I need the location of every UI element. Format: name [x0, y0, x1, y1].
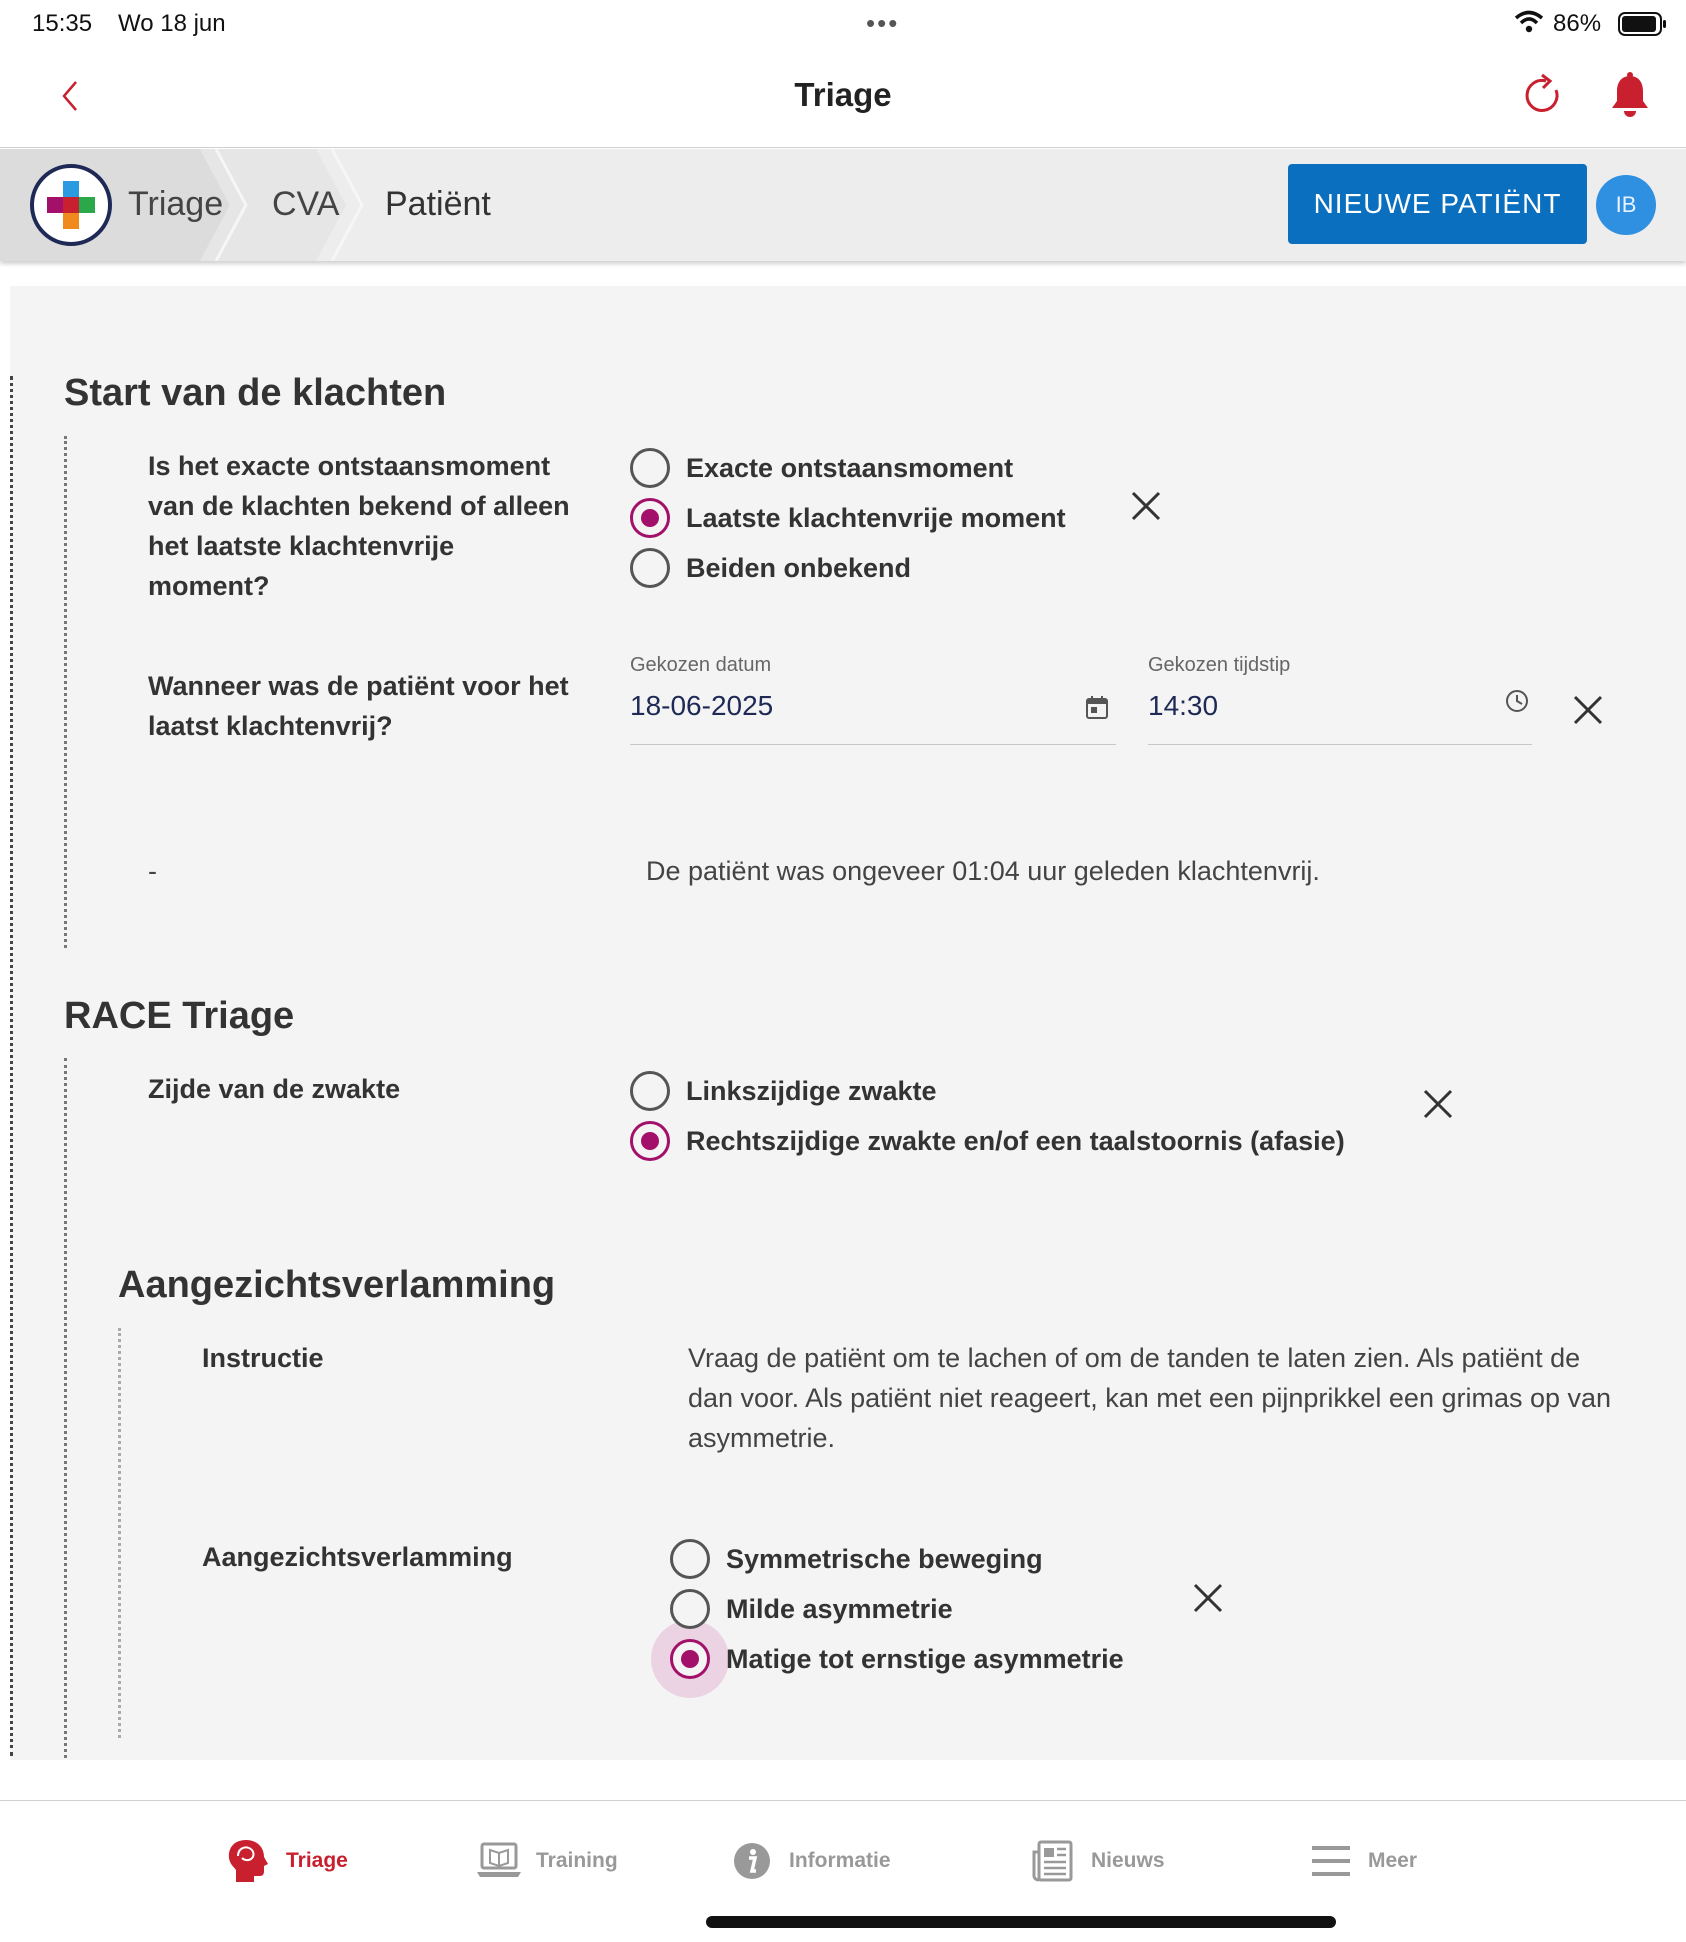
breadcrumb-item-patient: Patiënt [385, 185, 491, 223]
status-date: Wo 18 jun [118, 10, 226, 37]
clear-close-icon[interactable] [1568, 690, 1608, 730]
avatar[interactable]: IB [1596, 175, 1656, 235]
section-title-start: Start van de klachten [64, 372, 447, 414]
clear-close-icon[interactable] [1188, 1578, 1228, 1618]
radio-label[interactable]: Milde asymmetrie [726, 1593, 953, 1624]
breadcrumb-item-cva[interactable]: CVA [272, 185, 340, 223]
radio-option-right-weakness[interactable] [630, 1119, 1345, 1163]
tab-informatie[interactable] [727, 1831, 891, 1891]
question-last-free-time: Wanneer was de patiënt voor het laatst klachtenvrij? [148, 671, 569, 741]
question-weakness-side: Zijde van de zwakte [148, 1074, 401, 1104]
tab-triage[interactable] [224, 1831, 348, 1891]
subsection-title-face: Aangezichtsverlamming [118, 1264, 556, 1306]
instruction-text: Vraag de patiënt om te lachen of om de tanden te laten zien. Als patiënt de dan voor. Als patiënt niet reageert, kan met een pijnprikkel een grimas op van asymmetrie. [688, 1343, 1612, 1453]
tab-nieuws[interactable] [1029, 1831, 1165, 1891]
home-indicator[interactable] [706, 1916, 1336, 1928]
question-onset-known: Is het exacte ontstaansmoment van de klachten bekend of alleen het laatste klachtenvrije moment? [148, 451, 570, 601]
radio-button[interactable] [670, 1589, 710, 1629]
tab-label: Meer [1368, 1849, 1418, 1872]
clear-close-icon[interactable] [1126, 486, 1166, 526]
summary-text: De patiënt was ongeveer 01:04 uur geleden klachtenvrij. [646, 856, 1320, 886]
radio-button-selected[interactable] [670, 1639, 710, 1679]
tab-meer[interactable] [1306, 1831, 1417, 1891]
radio-option-unknown[interactable] [630, 546, 911, 590]
date-field-label: Gekozen datum [630, 654, 772, 676]
tab-label: Nieuws [1091, 1849, 1165, 1872]
bell-icon[interactable] [1604, 70, 1656, 122]
section-title-race: RACE Triage [64, 995, 295, 1037]
subsection-guide-line [118, 1328, 121, 1738]
instruction-label: Instructie [202, 1343, 324, 1373]
date-field-value[interactable]: 18-06-2025 [630, 690, 774, 721]
radio-button-selected[interactable] [630, 1121, 670, 1161]
section-guide-line [10, 376, 13, 1756]
app-logo[interactable] [30, 164, 112, 246]
laptop-book-icon [474, 1836, 524, 1886]
tab-label: Training [536, 1849, 618, 1872]
status-bar [0, 0, 1686, 46]
menu-icon [1306, 1836, 1356, 1886]
page-title: Triage [794, 76, 892, 113]
calendar-icon[interactable] [1082, 692, 1112, 722]
question-face-paralysis: Aangezichtsverlamming [202, 1542, 513, 1572]
section-guide-line [64, 436, 67, 948]
clear-close-icon[interactable] [1418, 1084, 1458, 1124]
wifi-icon [1514, 10, 1544, 34]
clock-icon[interactable] [1502, 686, 1532, 716]
head-icon [224, 1836, 274, 1886]
radio-option-severe[interactable] [670, 1637, 1124, 1681]
radio-button[interactable] [630, 448, 670, 488]
tab-training[interactable] [474, 1831, 618, 1891]
time-field-underline [1148, 744, 1532, 745]
breadcrumb [0, 149, 1686, 261]
radio-button[interactable] [630, 1071, 670, 1111]
radio-button[interactable] [670, 1539, 710, 1579]
radio-label[interactable]: Beiden onbekend [686, 552, 912, 583]
radio-option-mild[interactable] [670, 1587, 953, 1631]
battery-icon [1618, 12, 1668, 36]
time-field-label: Gekozen tijdstip [1148, 654, 1291, 676]
radio-label[interactable]: Linkszijdige zwakte [686, 1075, 937, 1106]
radio-button-selected[interactable] [630, 498, 670, 538]
radio-option-last-free[interactable] [630, 496, 1066, 540]
radio-option-left-weakness[interactable] [630, 1069, 937, 1113]
radio-option-symmetric[interactable] [670, 1537, 1043, 1581]
title-bar [0, 46, 1686, 148]
multitasking-dots-icon[interactable]: ••• [866, 8, 900, 38]
tab-label: Triage [286, 1849, 348, 1872]
radio-label[interactable]: Laatste klachtenvrije moment [686, 502, 1066, 533]
radio-label[interactable]: Exacte ontstaansmoment [686, 452, 1014, 483]
date-field-underline [630, 744, 1116, 745]
refresh-icon[interactable] [1516, 70, 1568, 122]
breadcrumb-item-triage[interactable]: Triage [128, 185, 224, 223]
cross-logo-icon [34, 168, 108, 242]
info-icon [727, 1836, 777, 1886]
radio-label[interactable]: Matige tot ernstige asymmetrie [726, 1643, 1124, 1674]
tab-label: Informatie [789, 1849, 891, 1872]
status-time: 15:35 [32, 10, 93, 37]
battery-percent: 86% [1553, 10, 1602, 37]
time-field-value[interactable]: 14:30 [1148, 690, 1219, 721]
radio-option-exact[interactable] [630, 446, 1013, 490]
new-patient-button[interactable]: NIEUWE PATIËNT [1288, 164, 1587, 244]
newspaper-icon [1029, 1836, 1079, 1886]
radio-button[interactable] [630, 548, 670, 588]
summary-label: - [148, 856, 157, 886]
radio-label[interactable]: Rechtszijdige zwakte en/of een taalstoornis (afasie) [686, 1125, 1345, 1156]
section-guide-line [64, 1058, 67, 1758]
radio-label[interactable]: Symmetrische beweging [726, 1543, 1043, 1574]
